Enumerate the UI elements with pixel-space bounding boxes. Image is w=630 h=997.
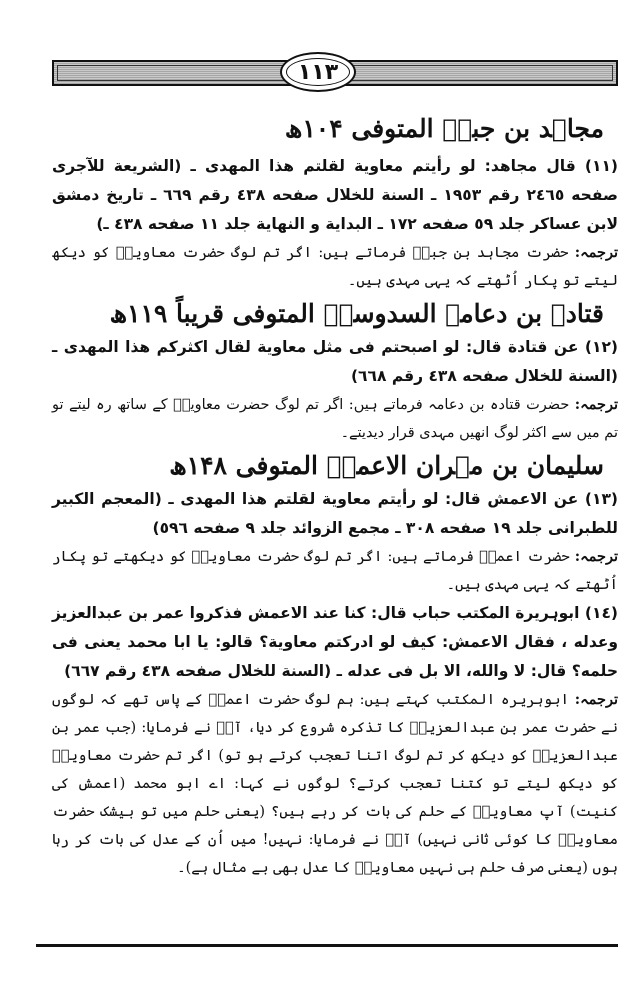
arabic-text-11: (١١) قال مجاهد: لو رأيتم معاوية لقلتم هذا المهدى ـ (الشريعة للآجرى صفحه ٢٤٦٥ رقم ١٩٥٣ ـ السنة للخلال صفحه ٤٣٨ رقم ٦٦٩ ـ تاريخ دمشق لابن عساكر جلد ٥٩ صفحه ١٧٢ ـ البداية و النهاية جلد ١١ صفحه ٤٣٨ ـ) <box>52 157 618 233</box>
section-heading-qatada: قتادہ بن دعامۃ السدوسیؒ المتوفی قریباً ۱۱۹ھ <box>109 299 604 328</box>
section-heading-amash: سلیمان بن مہران الاعمشؒ المتوفی ۱۴۸ھ <box>169 451 604 480</box>
translation-text: حضرت مجاہد بن جبرؒ فرماتے ہیں: اگر تم لوگ حضرت معاویہؓ کو دیکھ لیتے تو پکار اُٹھتے کہ یہی مہدی ہیں۔ <box>52 245 618 289</box>
arabic-text-14: (١٤) ابوہريرة المكتب حباب قال: كنا عند الاعمش فذكروا عمر بن عبدالعزيز وعدله ، فقال الاعمش: كيف لو ادركتم معاوية؟ قالو: يا ابا محمد يعنى فى حلمه؟ قال: لا والله، الا بل فى عدله ـ (السنة للخلال صفحه ٤٣٨ رقم ٦٦٧) <box>52 604 618 680</box>
page-content <box>52 110 618 882</box>
section-heading-mujahid: مجاہد بن جبرؒ المتوفی ۱۰۴ھ <box>284 114 604 143</box>
translation-12 <box>52 391 618 447</box>
page-number-badge <box>280 52 356 92</box>
page-number: ١١٣ <box>297 59 339 85</box>
translation-text: ابوہریرہ المکتب کہتے ہیں: ہم لوگ حضرت اعمشؒ کے پاس تھے کہ لوگوں نے حضرت عمر بن عبدالعزیزؒ کا تذکرہ شروع کر دیا، آپؒ نے فرمایا: (جب عمر بن عبدالعزیزؒ کو دیکھ کر تم لوگ اتنا تعجب کرتے ہو تو) اگر تم حضرت معاویہؓ کو دیکھ لیتے تو کتنا تعجب کرتے؟ لوگوں نے کہا: اے ابو محمد (اعمش کی کنیت) آپ معاویہؓ کے حلم کی بات کر رہے ہیں؟ (یعنی حلم میں تو بیشک حضرت معاویہؓ کا کوئی ثانی نہیں) آپؒ نے فرمایا: نہیں! میں اُن کے عدل کی بات کر رہا ہوں (یعنی صرف حلم ہی نہیں معاویہؓ کا عدل بھی بے مثال ہے)۔ <box>52 692 618 876</box>
translation-label: ترجمہ: <box>574 396 618 413</box>
translation-text: حضرت قتادہ بن دعامہ فرماتے ہیں: اگر تم لوگ حضرت معاویہؓ کے ساتھ رہ لیتے تو تم میں سے اکثر لوگ انھیں مہدی قرار دیدیتے۔ <box>52 397 618 441</box>
translation-text: حضرت اعمشؒ فرماتے ہیں: اگر تم لوگ حضرت معاویہؓ کو دیکھتے تو پکار اُٹھتے کہ یہی مہدی ہیں۔ <box>52 549 618 593</box>
arabic-text-13: (١٣) عن الاعمش قال: لو رأيتم معاوية لقلتم هذا المهدى ـ (المعجم الكبير للطبرانى جلد ١٩ صفحه ٣٠٨ ـ مجمع الزوائد جلد ٩ صفحه ٥٩٦) <box>52 490 618 537</box>
arabic-text-12: (١٢) عن قتادة قال: لو اصبحتم فى مثل معاوية لقال اكثركم هذا المهدى ـ (السنة للخلال صفحه ٤٣٨ رقم ٦٦٨) <box>52 338 618 385</box>
translation-11 <box>52 239 618 295</box>
translation-13 <box>52 543 618 599</box>
translation-label: ترجمہ: <box>574 548 619 565</box>
translation-14 <box>52 686 618 882</box>
translation-label: ترجمہ: <box>574 244 618 261</box>
footer-rule <box>36 944 618 947</box>
translation-label: ترجمہ: <box>574 691 619 708</box>
